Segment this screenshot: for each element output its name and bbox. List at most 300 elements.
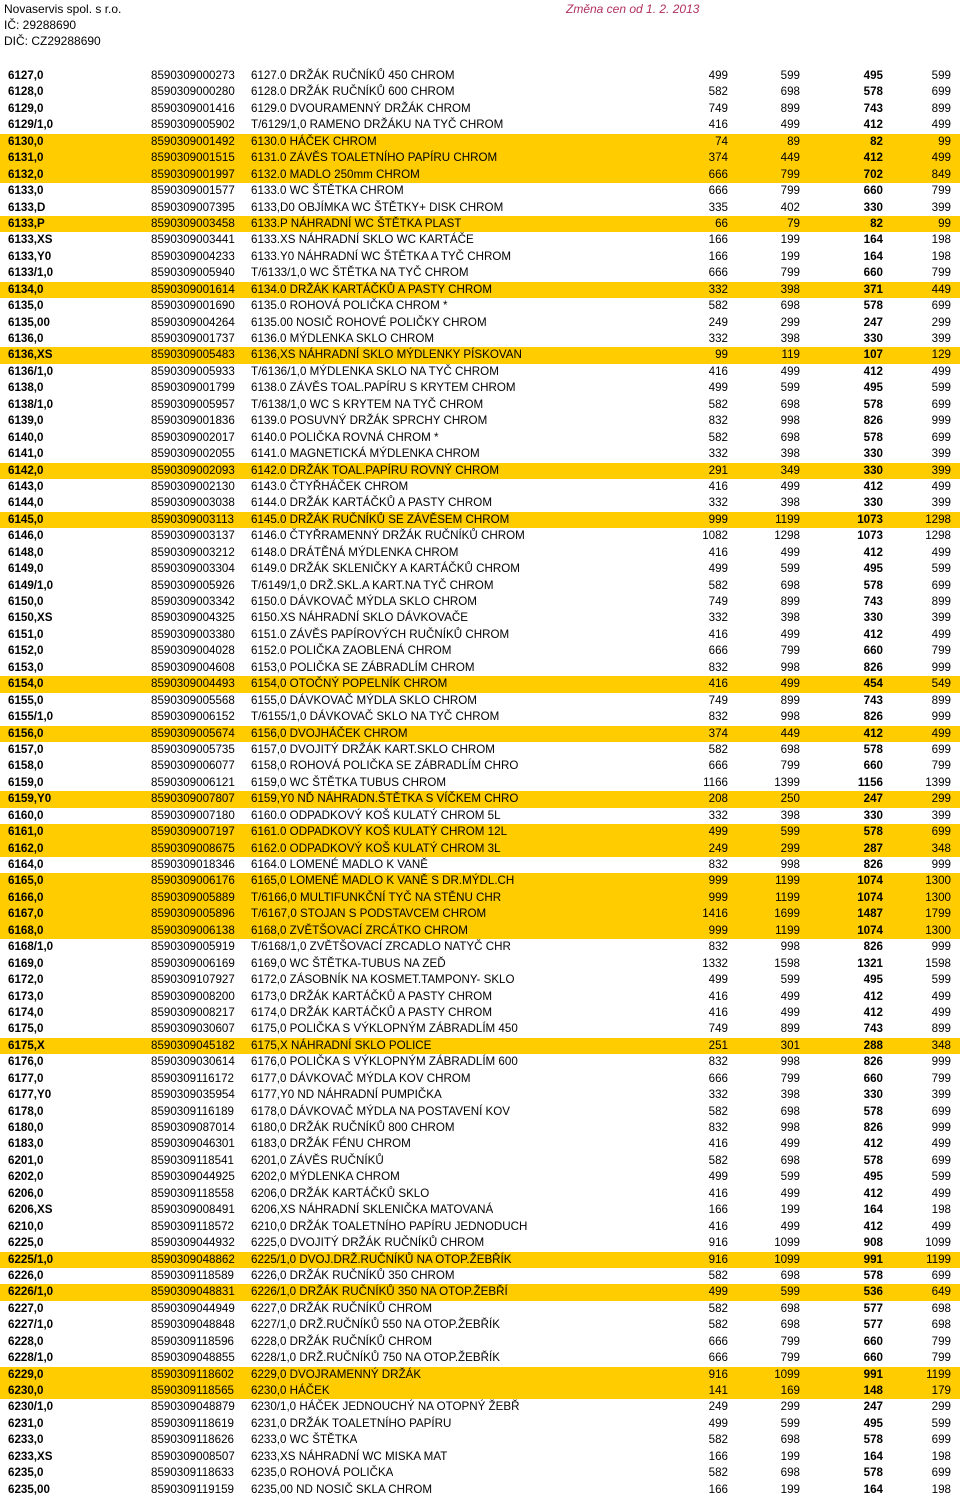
product-name: 6161.0 ODPADKOVÝ KOŠ KULATÝ CHROM 12L [251,825,508,839]
price-new-vat: 299 [931,1400,951,1414]
price-old-net: 666 [708,1334,728,1348]
product-code: 6133,P [8,216,45,230]
price-old-vat: 1399 [774,775,800,789]
price-new-vat: 499 [931,1137,951,1151]
price-old-vat: 119 [781,348,800,362]
price-old-vat: 449 [780,151,800,165]
ean-code: 8590309118596 [151,1334,234,1348]
ean-code: 8590309005940 [151,266,235,280]
table-row [0,1136,960,1152]
price-old-net: 499 [708,973,728,987]
price-old-vat: 799 [780,184,800,198]
product-name: 6228,0 DRŽÁK RUČNÍKŮ CHROM [251,1334,433,1348]
price-new-vat: 599 [931,973,951,987]
price-new-vat: 799 [931,644,951,658]
product-name: T/6166,0 MULTIFUNKČNÍ TYČ NA STĚNU CHR [251,890,502,904]
price-new-vat: 699 [931,578,951,592]
price-new-vat: 1298 [925,529,951,543]
price-old-net: 251 [708,1038,728,1052]
price-old-vat: 698 [780,578,800,592]
product-name: 6162.0 ODPADKOVÝ KOŠ KULATÝ CHROM 3L [251,841,501,855]
table-row [0,364,960,380]
product-code: 6228/1,0 [8,1351,54,1365]
price-old-vat: 499 [780,627,800,641]
price-new-net: 371 [863,282,883,296]
price-old-net: 582 [708,1268,728,1282]
product-name: 6143.0 ČTYŘHÁČEK CHROM [251,479,409,493]
price-new-vat: 399 [931,332,951,345]
product-code: 6176,0 [8,1055,44,1069]
price-old-vat: 169 [780,1384,800,1397]
price-old-net: 666 [708,1071,728,1085]
product-code: 6180,0 [8,1121,44,1134]
price-new-vat: 599 [931,562,951,576]
price-new-net: 1073 [857,512,883,526]
price-new-net: 164 [863,249,883,263]
product-name: 6133,D0 OBJÍMKA WC ŠTĚTKY+ DISK CHROM [251,200,504,214]
table-row [0,693,960,709]
price-new-vat: 549 [931,677,951,691]
ean-code: 8590309118619 [151,1416,234,1430]
price-old-net: 749 [708,101,728,115]
price-new-vat: 699 [931,1268,951,1282]
price-old-net: 582 [708,430,728,444]
table-row [0,463,960,479]
table-row [0,495,960,511]
price-new-vat: 499 [931,545,951,559]
product-code: 6226/1,0 [8,1285,54,1299]
table-row [0,1054,960,1070]
price-old-vat: 1099 [774,1252,800,1266]
price-new-vat: 299 [931,792,951,806]
price-new-vat: 899 [931,693,951,707]
price-old-net: 832 [708,940,728,954]
price-old-net: 416 [708,989,728,1003]
product-name: 6160.0 ODPADKOVÝ KOŠ KULATÝ CHROM 5L [251,808,501,822]
table-row [0,101,960,117]
table-row [0,446,960,462]
price-new-vat: 999 [931,710,951,724]
price-new-vat: 699 [931,742,951,756]
ean-code: 8590309003137 [151,529,235,543]
ean-code: 8590309116189 [151,1104,234,1118]
table-row [0,167,960,183]
price-new-net: 1074 [857,923,883,937]
price-old-net: 582 [708,85,728,99]
price-new-net: 991 [863,1252,883,1266]
price-old-vat: 998 [780,1121,800,1134]
price-old-vat: 199 [780,1203,800,1217]
price-new-net: 578 [863,430,883,444]
product-code: 6178,0 [8,1104,44,1118]
company-ico: IČ: 29288690 [4,18,77,32]
product-code: 6227,0 [8,1301,44,1315]
ean-code: 8590309004028 [151,644,235,658]
product-code: 6151,0 [8,627,44,641]
table-row [0,956,960,972]
price-old-net: 832 [708,1055,728,1069]
product-name: T/6149/1,0 DRŽ.SKL.A KART.NA TYČ CHROM [251,578,494,592]
price-old-vat: 1598 [774,956,800,970]
product-name: 6231,0 DRŽÁK TOALETNÍHO PAPÍRU [251,1416,452,1430]
price-new-vat: 649 [931,1285,951,1299]
price-new-net: 826 [863,710,883,724]
price-new-vat: 1300 [925,890,951,904]
price-old-vat: 301 [780,1038,800,1052]
product-code: 6168/1,0 [8,940,54,954]
price-old-vat: 599 [780,825,800,839]
ean-code: 8590309118626 [151,1433,234,1447]
table-row [0,1284,960,1300]
product-code: 6148,0 [8,545,44,559]
price-new-net: 164 [863,1449,883,1463]
ean-code: 8590309003380 [151,627,235,641]
ean-code: 8590309003441 [151,233,235,247]
ean-code: 8590309004325 [151,611,235,625]
product-name: 6151.0 ZÁVĚS PAPÍROVÝCH RUČNÍKŮ CHROM [251,627,510,641]
price-new-vat: 1298 [925,512,951,526]
price-new-net: 495 [863,1170,883,1184]
product-code: 6175,X [8,1038,45,1052]
product-code: 6175,0 [8,1022,44,1036]
table-row [0,1482,960,1498]
product-code: 6145,0 [8,512,44,526]
ean-code: 8590309006121 [151,775,235,789]
ean-code: 8590309118602 [151,1367,234,1381]
product-name: 6201,0 ZÁVĚS RUČNÍKŮ [251,1153,384,1167]
product-name: 6227,0 DRŽÁK RUČNÍKŮ CHROM [251,1301,433,1315]
ean-code: 8590309046301 [151,1137,235,1151]
price-old-vat: 698 [780,430,800,444]
price-old-net: 666 [708,167,728,181]
price-old-net: 66 [715,216,728,230]
price-new-vat: 399 [931,611,951,625]
price-new-net: 660 [863,759,883,773]
price-new-vat: 799 [931,1351,951,1365]
table-row [0,561,960,577]
product-name: 6142.0 DRŽÁK TOAL.PAPÍRU ROVNÝ CHROM [251,463,500,477]
product-name: 6206,0 DRŽÁK KARTÁČKŮ SKLO [251,1186,430,1200]
price-new-net: 826 [863,660,883,674]
price-new-net: 826 [863,414,883,428]
price-old-net: 916 [708,1367,728,1381]
price-old-vat: 89 [787,134,800,148]
price-new-vat: 198 [931,1482,951,1496]
price-old-vat: 199 [780,249,800,263]
ean-code: 8590309048862 [151,1252,235,1266]
price-old-vat: 998 [780,1055,800,1069]
ean-code: 8590309118633 [151,1466,234,1480]
price-old-net: 74 [715,134,728,148]
price-old-net: 832 [708,1121,728,1134]
product-code: 6141,0 [8,447,44,461]
price-new-net: 991 [863,1367,883,1381]
table-row [0,578,960,594]
price-new-vat: 499 [931,989,951,1003]
table-row [0,430,960,446]
product-name: 6180,0 DRŽÁK RUČNÍKŮ 800 CHROM [251,1121,455,1134]
table-row [0,347,960,363]
product-name: 6235,00 ND NOSIČ SKLA CHROM [251,1482,433,1496]
price-old-net: 166 [708,1449,728,1463]
price-old-net: 499 [708,562,728,576]
product-name: 6175,X NÁHRADNÍ SKLO POLICE [251,1038,432,1052]
product-name: 6152.0 POLIČKA ZAOBLENÁ CHROM [251,644,452,658]
table-row [0,265,960,281]
table-row [0,232,960,248]
price-new-net: 578 [863,825,883,839]
price-old-vat: 499 [780,1005,800,1019]
price-old-net: 374 [708,726,728,740]
product-code: 6135,0 [8,299,44,313]
price-old-net: 832 [708,660,728,674]
ean-code: 8590309003212 [151,545,235,559]
price-new-vat: 399 [931,447,951,461]
table-row [0,775,960,791]
table-row [0,1219,960,1235]
product-code: 6165,0 [8,874,44,888]
ean-code: 8590309044949 [151,1301,235,1315]
price-old-vat: 998 [780,414,800,428]
price-new-net: 578 [863,578,883,592]
ean-code: 8590309004493 [151,677,235,691]
price-new-net: 495 [863,69,883,82]
price-old-net: 1166 [703,775,728,789]
product-name: 6172,0 ZÁSOBNÍK NA KOSMET.TAMPONY- SKLO [251,973,515,987]
price-new-vat: 699 [931,85,951,99]
price-new-net: 412 [863,726,883,740]
product-name: T/6167,0 STOJAN S PODSTAVCEM CHROM [251,907,487,921]
price-new-net: 412 [863,545,883,559]
table-row [0,594,960,610]
ean-code: 8590309048831 [151,1285,235,1299]
ean-code: 8590309003113 [151,512,234,526]
price-old-net: 499 [708,381,728,395]
product-code: 6133,Y0 [8,249,52,263]
ean-code: 8590309048848 [151,1318,235,1332]
product-code: 6235,0 [8,1466,44,1480]
ean-code: 8590309006138 [151,923,235,937]
price-old-vat: 1099 [774,1236,800,1250]
price-new-vat: 599 [931,1416,951,1430]
product-name: 6149.0 DRŽÁK SKLENIČKY A KARTÁČKŮ CHROM [251,562,520,576]
product-code: 6155,0 [8,693,44,707]
ean-code: 8590309118541 [151,1153,234,1167]
price-new-net: 412 [863,151,883,165]
price-new-vat: 1598 [925,956,951,970]
price-new-net: 578 [863,1268,883,1282]
product-name: 6133.0 WC ŠTĚTKA CHROM [251,184,404,198]
price-old-vat: 499 [780,989,800,1003]
price-old-vat: 398 [780,611,800,625]
price-old-net: 832 [708,710,728,724]
price-old-net: 582 [708,397,728,411]
price-new-net: 1073 [857,529,883,543]
table-row [0,68,960,84]
price-new-net: 330 [863,332,883,345]
price-old-vat: 698 [780,397,800,411]
table-row [0,1104,960,1120]
price-new-net: 412 [863,118,883,132]
price-old-vat: 799 [780,759,800,773]
table-row [0,150,960,166]
price-old-net: 582 [708,1104,728,1118]
price-old-net: 141 [708,1384,728,1397]
price-old-net: 332 [708,332,728,345]
price-new-net: 908 [863,1236,883,1250]
price-new-net: 536 [863,1285,883,1299]
ean-code: 8590309003342 [151,595,235,608]
ean-code: 8590309007395 [151,200,235,214]
price-new-net: 826 [863,1121,883,1134]
price-new-net: 826 [863,858,883,871]
price-new-vat: 699 [931,825,951,839]
price-old-vat: 299 [780,315,800,329]
price-old-net: 332 [708,496,728,510]
product-code: 6132,0 [8,167,44,181]
ean-code: 8590309005674 [151,726,235,740]
table-row [0,824,960,840]
price-old-vat: 199 [780,1482,800,1496]
price-old-net: 499 [708,825,728,839]
product-name: 6155,0 DÁVKOVAČ MÝDLA SKLO CHROM [251,693,477,707]
product-code: 6140,0 [8,430,44,444]
table-row [0,890,960,906]
product-code: 6139,0 [8,414,44,428]
product-name: 6202,0 MÝDLENKA CHROM [251,1170,400,1184]
price-new-vat: 198 [931,249,951,263]
ean-code: 8590309008491 [151,1203,235,1217]
product-code: 6177,0 [8,1071,44,1085]
table-row [0,298,960,314]
price-old-net: 666 [708,644,728,658]
product-code: 6183,0 [8,1137,44,1151]
price-new-net: 743 [863,693,883,707]
table-row [0,1186,960,1202]
price-old-net: 1082 [702,529,728,543]
ean-code: 8590309007197 [151,825,235,839]
price-new-vat: 999 [931,1055,951,1069]
product-code: 6177,Y0 [8,1088,52,1102]
price-new-vat: 499 [931,479,951,493]
table-row [0,315,960,331]
product-name: 6157,0 DVOJITÝ DRŽÁK KART.SKLO CHROM [251,742,495,756]
product-name: 6145.0 DRŽÁK RUČNÍKŮ SE ZÁVĚSEM CHROM [251,512,510,526]
price-old-vat: 499 [780,677,800,691]
table-row [0,923,960,939]
ean-code: 8590309004233 [151,249,235,263]
ean-code: 8590309119159 [151,1482,234,1496]
table-row [0,660,960,676]
price-old-net: 666 [708,266,728,280]
ean-code: 8590309008217 [151,1005,235,1019]
table-row [0,1449,960,1465]
product-code: 6169,0 [8,956,44,970]
price-old-net: 582 [708,1433,728,1447]
product-name: 6233,0 WC ŠTĚTKA [251,1433,358,1447]
ean-code: 8590309048879 [151,1400,235,1414]
ean-code: 8590309005902 [151,118,235,132]
ean-code: 8590309005933 [151,364,235,378]
price-new-net: 1074 [857,874,883,888]
price-old-net: 749 [708,1022,728,1036]
ean-code: 8590309006169 [151,956,235,970]
product-name: 6140.0 POLIČKA ROVNÁ CHROM * [251,430,439,444]
product-code: 6150,0 [8,595,44,608]
ean-code: 8590309118558 [151,1186,234,1200]
price-old-net: 499 [708,1416,728,1430]
price-new-net: 1487 [857,907,883,921]
ean-code: 8590309045182 [151,1038,235,1052]
ean-code: 8590309008675 [151,841,235,855]
ean-code: 8590309001577 [151,184,235,198]
price-new-vat: 348 [931,1038,951,1052]
price-old-net: 416 [708,1219,728,1233]
product-name: 6153,0 POLIČKA SE ZÁBRADLÍM CHROM [251,660,475,674]
ean-code: 8590309005568 [151,693,235,707]
price-old-net: 832 [708,858,728,871]
product-name: 6134.0 DRŽÁK KARTÁČKŮ A PASTY CHROM [251,282,492,296]
price-new-net: 330 [863,808,883,822]
price-old-vat: 398 [780,282,800,296]
price-old-vat: 698 [780,85,800,99]
product-code: 6206,0 [8,1186,44,1200]
price-old-vat: 599 [780,69,800,82]
price-old-vat: 1199 [775,874,800,888]
price-old-vat: 799 [780,644,800,658]
product-code: 6159,Y0 [8,792,52,806]
product-name: 6226,0 DRŽÁK RUČNÍKŮ 350 CHROM [251,1268,455,1282]
table-row [0,1071,960,1087]
table-row [0,1153,960,1169]
product-name: 6127.0 DRŽÁK RUČNÍKŮ 450 CHROM [251,69,455,82]
product-name: 6230,0 HÁČEK [251,1384,330,1397]
table-row [0,1169,960,1185]
price-old-net: 749 [708,693,728,707]
product-code: 6161,0 [8,825,44,839]
price-new-net: 412 [863,627,883,641]
price-old-vat: 1699 [774,907,800,921]
price-old-net: 332 [708,447,728,461]
product-code: 6154,0 [8,677,44,691]
ean-code: 8590309048855 [151,1351,235,1365]
price-old-vat: 799 [780,1071,800,1085]
table-row [0,1301,960,1317]
price-new-net: 247 [863,315,883,329]
table-row [0,939,960,955]
price-old-vat: 1199 [775,890,800,904]
ean-code: 8590309004264 [151,315,235,329]
table-row [0,841,960,857]
price-new-net: 164 [863,1203,883,1217]
price-new-vat: 499 [931,364,951,378]
price-new-net: 495 [863,381,883,395]
table-row [0,742,960,758]
price-new-vat: 198 [931,1449,951,1463]
price-new-net: 330 [863,447,883,461]
ean-code: 8590309001690 [151,299,235,313]
product-code: 6153,0 [8,660,44,674]
ean-code: 8590309005926 [151,578,235,592]
ean-code: 8590309118572 [151,1219,234,1233]
ean-code: 8590309001836 [151,414,235,428]
price-old-vat: 398 [780,332,800,345]
price-new-vat: 849 [931,167,951,181]
product-name: 6131.0 ZÁVĚS TOALETNÍHO PAPÍRU CHROM [251,151,498,165]
product-code: 6230/1,0 [8,1400,54,1414]
table-row [0,1334,960,1350]
product-name: 6225,0 DVOJITÝ DRŽÁK RUČNÍKŮ CHROM [251,1236,485,1250]
